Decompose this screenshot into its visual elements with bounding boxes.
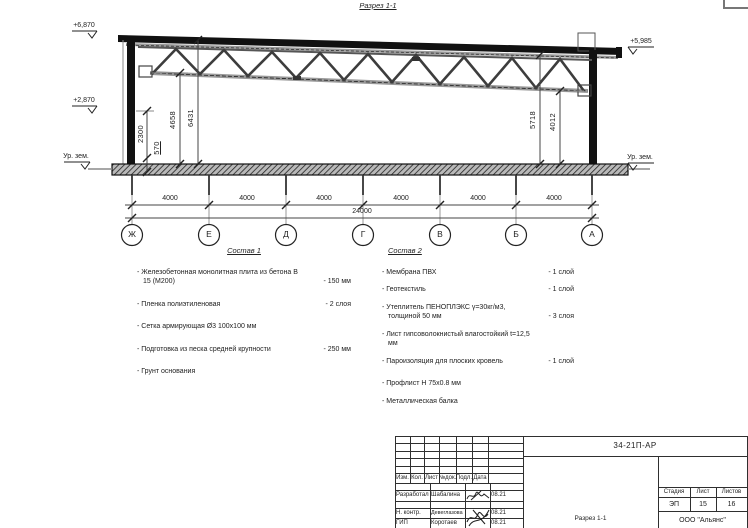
bay-dim: 4000: [393, 195, 409, 202]
tb-role: Разработал: [396, 492, 429, 498]
list-item: - Металлическая балка: [382, 397, 458, 405]
axis-label: А: [589, 229, 595, 239]
axis-grid-lines: [132, 175, 592, 224]
section-title: Разрез 1-1: [359, 1, 397, 10]
tb-company: ООО "Альянс": [679, 516, 726, 524]
floor-slab: [88, 164, 650, 175]
list-item-value: - 2 слоя: [325, 300, 351, 308]
tb-sheets-label: Листов: [721, 488, 742, 495]
elevation-mid-left: +2,870: [73, 97, 95, 104]
sostav-2-title: Состав 2: [388, 246, 422, 255]
tb-stage-label: Стадия: [663, 488, 685, 495]
elevation-top-right: +5,985: [630, 38, 652, 45]
list-item-value: - 1 слой: [548, 268, 574, 276]
tb-stage-value: ЭП: [668, 500, 680, 508]
axis-label: Г: [360, 229, 366, 239]
tb-role: ГИП: [396, 519, 408, 526]
list-item: - Сетка армирующая Ø3 100х100 мм: [137, 323, 257, 330]
list-item: - Подготовка из песка средней крупности: [137, 345, 271, 353]
list-item: - Лист гипсоволокнистый влагостойкий t=12,5 мм: [382, 330, 530, 347]
list-item-value: - 1 слой: [548, 357, 574, 365]
axis-label: Е: [206, 229, 212, 239]
tb-date: 08.21: [491, 519, 507, 526]
tb-name: Девеглазова: [431, 509, 463, 516]
list-item-value: - 1 слой: [548, 286, 574, 293]
ground-level-left: Ур. зем.: [63, 153, 89, 160]
tb-header-data: Дата: [473, 474, 487, 481]
left-wall: [123, 36, 135, 166]
tb-role: Н. контр.: [396, 509, 421, 516]
list-item: - Пароизоляция для плоских кровель: [382, 357, 503, 365]
tb-name: Коротаев: [431, 519, 457, 526]
tb-header-izm: Изм.: [396, 474, 409, 481]
total-dim: 24000: [352, 208, 372, 215]
list-item-value: - 150 мм: [323, 278, 351, 285]
tb-sheet-label: Лист: [696, 488, 710, 495]
sostav-2-list: [382, 246, 574, 406]
ground-level-right: Ур. зем.: [627, 154, 653, 161]
bay-dim: 4000: [239, 195, 255, 202]
tb-name: Шабалина: [431, 492, 460, 498]
axis-label: Д: [283, 229, 289, 239]
list-item: - Геотекстиль: [382, 286, 426, 293]
bay-dim: 4000: [316, 195, 332, 202]
sostav-1-title: Состав 1: [227, 246, 261, 255]
list-item: - Пленка полиэтиленовая: [137, 300, 221, 308]
list-item: - Железобетонная монолитная плита из бетона В 15 (М200): [137, 268, 298, 285]
axis-label: Б: [513, 229, 519, 239]
tb-header-list: Лист: [424, 474, 439, 481]
dim-2300: 2300: [135, 125, 145, 143]
bay-dim: 4000: [162, 195, 178, 202]
tb-doc-number: 34-21П-АР: [613, 441, 657, 450]
bay-dim: 4000: [470, 195, 486, 202]
dim-570: 570: [151, 141, 161, 155]
tb-sheet-value: 15: [699, 500, 707, 508]
dim-5718: 5718: [527, 111, 537, 129]
dim-4658: 4658: [167, 111, 177, 129]
list-item: - Мембрана ПВХ: [382, 268, 437, 276]
tb-header-podl: Подл.: [456, 474, 472, 481]
tb-header-kol: Кол.: [411, 474, 423, 481]
tb-sheets-value: 16: [727, 500, 736, 508]
tb-date: 08.21: [491, 492, 507, 498]
signature-icon: [465, 506, 493, 528]
list-item-value: - 250 мм: [323, 345, 351, 353]
list-item-value: - 3 слоя: [548, 313, 574, 320]
list-item: - Утеплитель ПЕНОПЛЭКС γ=30кг/м3, толщиной 50 мм: [382, 303, 506, 320]
elevation-top-left: +6,870: [73, 22, 95, 29]
tb-header-ndok: №док.: [439, 474, 456, 481]
frame-fragment: [724, 0, 748, 8]
tb-drawing-title: Разрез 1-1: [574, 514, 607, 522]
dim-6431: 6431: [185, 109, 195, 127]
tb-date: 08.21: [491, 509, 507, 516]
axis-label: В: [437, 229, 443, 239]
bay-dim: 4000: [546, 195, 562, 202]
list-item: - Профлист Н 75х0.8 мм: [382, 380, 461, 387]
signature-icon: [465, 489, 491, 502]
dim-4012: 4012: [547, 113, 557, 131]
axis-label: Ж: [128, 229, 136, 239]
title-block: [395, 436, 748, 528]
list-item: - Грунт основания: [137, 368, 196, 375]
sostav-1-list: [137, 246, 351, 377]
